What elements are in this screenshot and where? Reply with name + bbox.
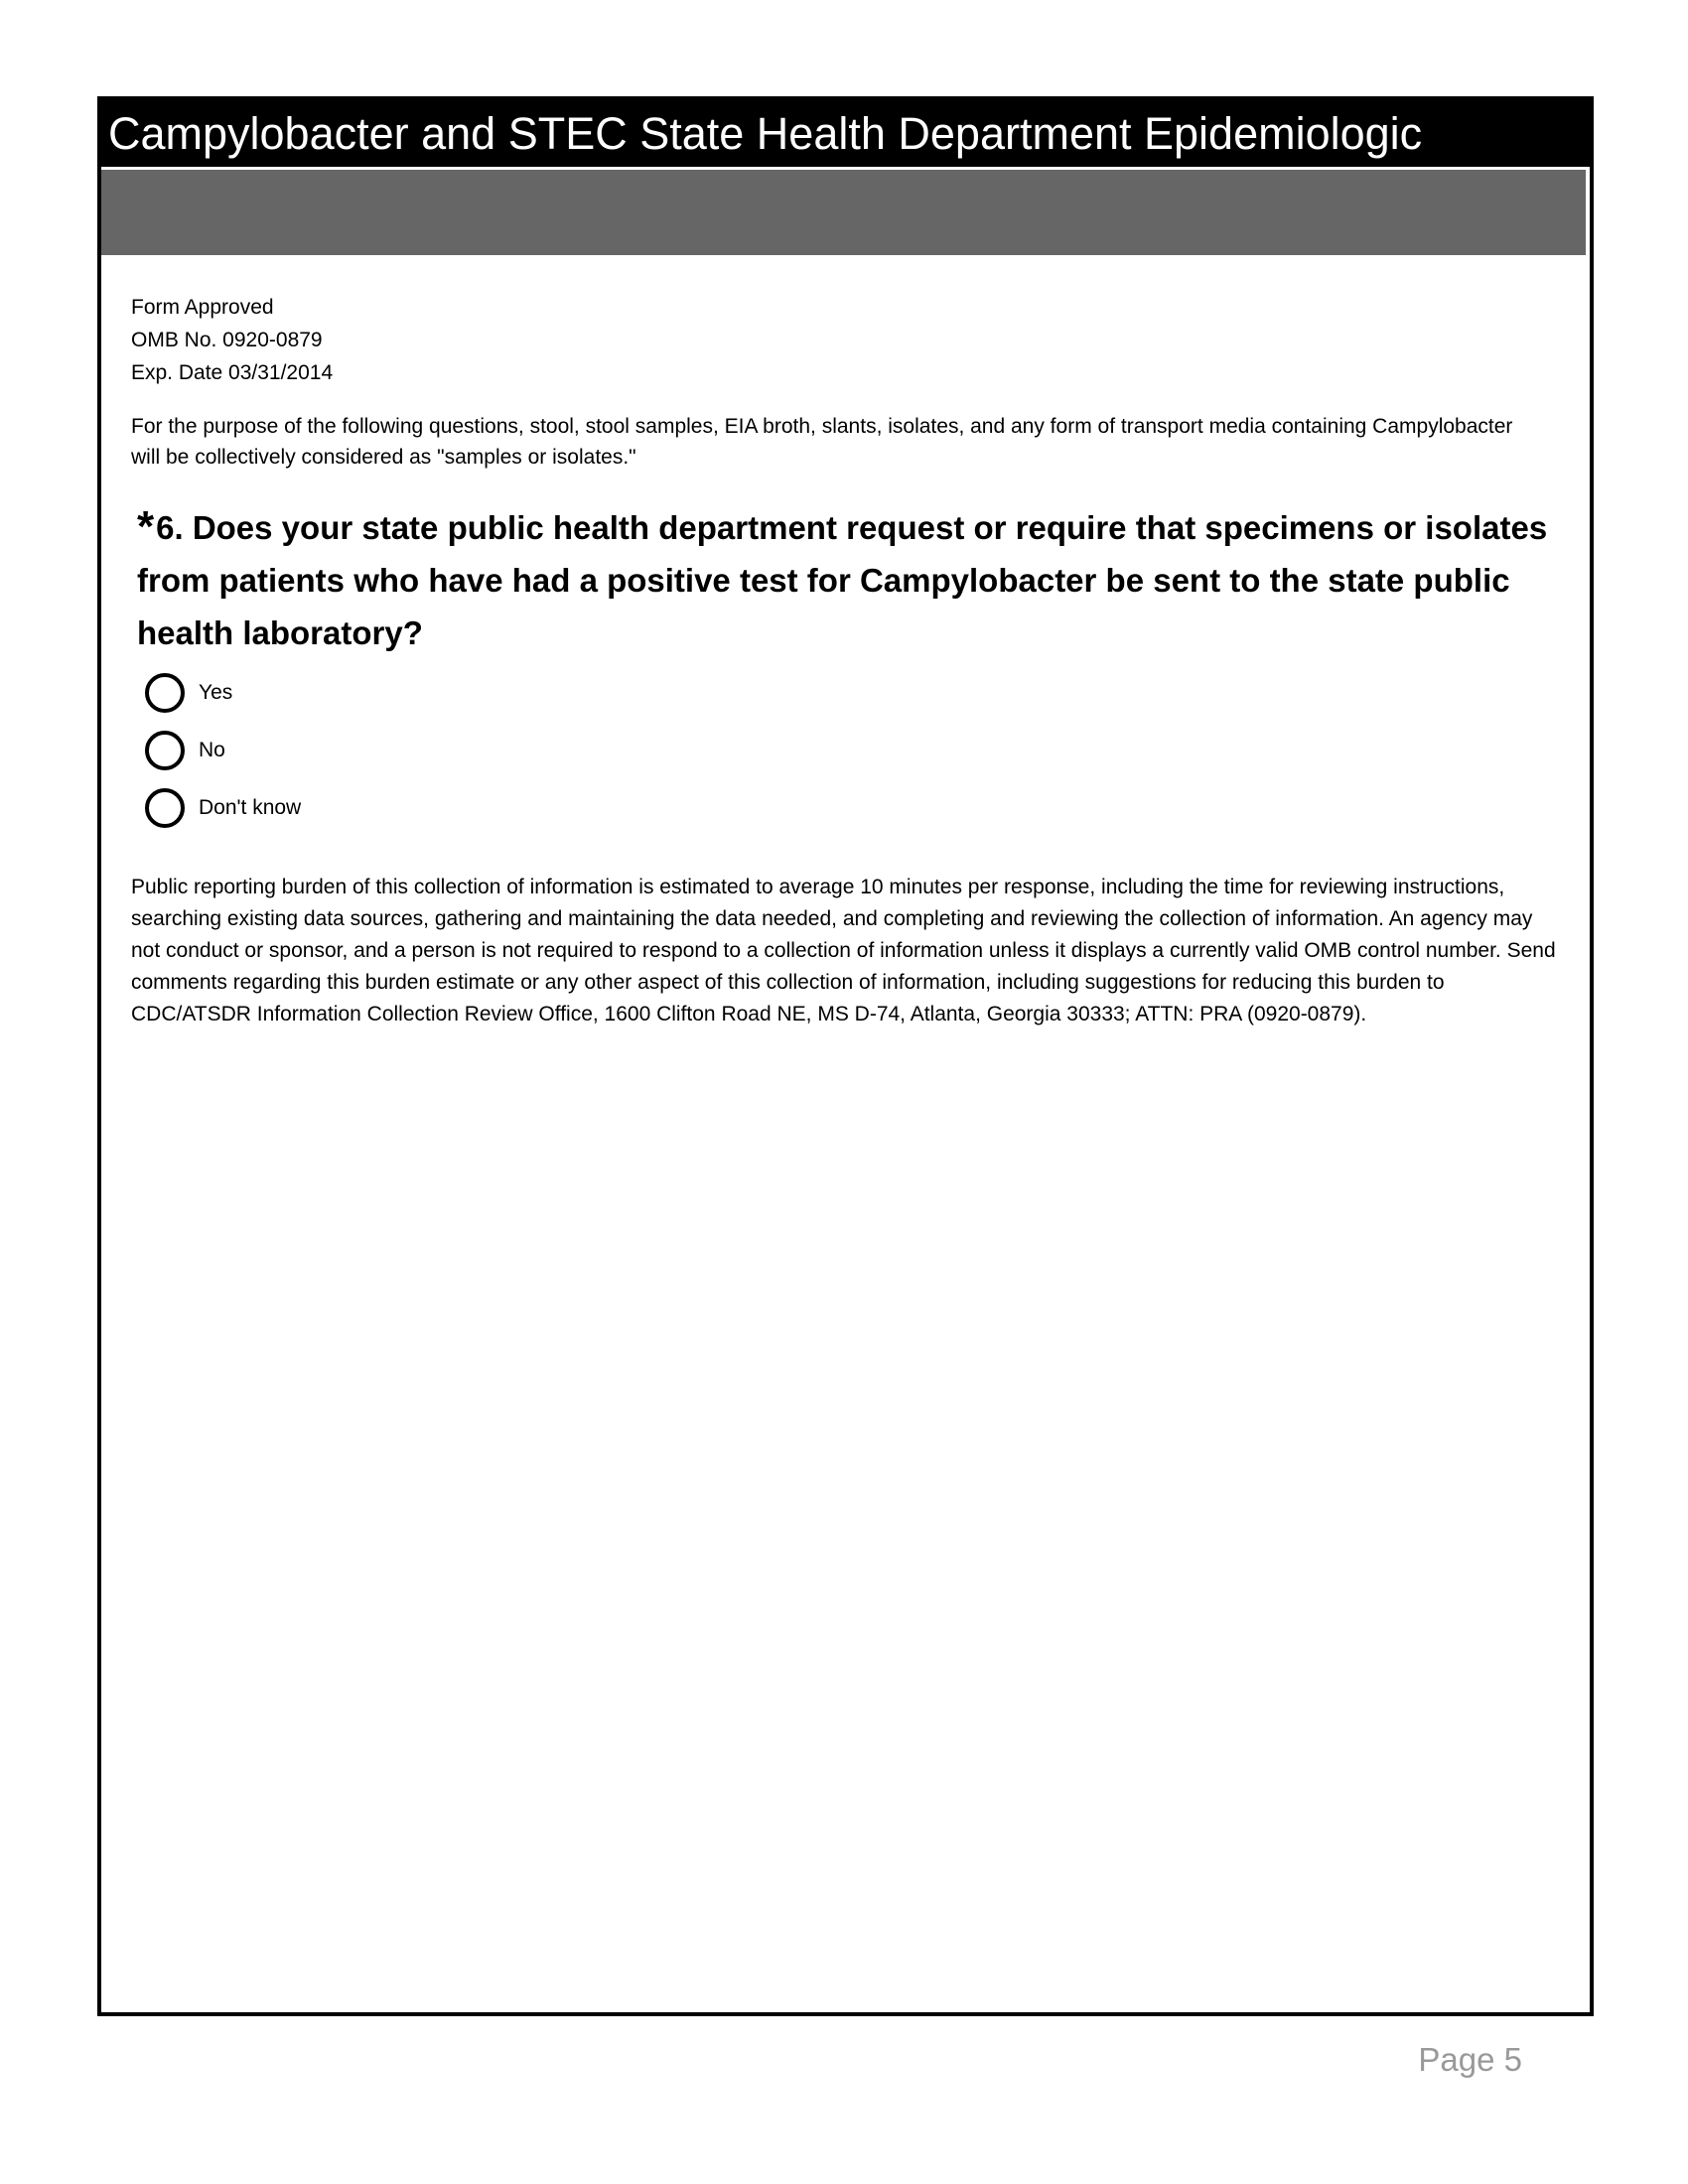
radio-yes-icon[interactable] xyxy=(145,673,185,713)
omb-number-text: OMB No. 0920-0879 xyxy=(131,329,323,351)
survey-title: Campylobacter and STEC State Health Department Epidemiologic xyxy=(108,107,1423,159)
question-6-text: 6. Does your state public health department request or require that specimens or isolates from patients who have had a positive test for Campylobacter be sent to the state public health laboratory? xyxy=(137,509,1548,651)
question-6-options xyxy=(145,669,1560,832)
required-asterisk: * xyxy=(137,502,155,551)
question-6 xyxy=(137,500,1557,659)
option-label-no[interactable]: No xyxy=(199,739,225,761)
survey-title-bar xyxy=(101,100,1590,167)
survey-page xyxy=(97,96,1594,2016)
exp-date-text: Exp. Date 03/31/2014 xyxy=(131,361,334,384)
page-content xyxy=(101,255,1590,1030)
option-row-yes[interactable] xyxy=(145,669,1560,717)
radio-dont-know-icon[interactable] xyxy=(145,788,185,828)
option-row-dont-know[interactable] xyxy=(145,784,1560,832)
intro-paragraph: For the purpose of the following questions, stool, stool samples, EIA broth, slants, isolates, and any form of transport media containing Campylobacter will be collectively considered as "samples or isolates." xyxy=(131,415,1513,469)
page-number: Page 5 xyxy=(1418,2041,1522,2078)
omb-approval-block xyxy=(131,291,1560,389)
option-label-yes[interactable]: Yes xyxy=(199,681,233,704)
burden-statement: Public reporting burden of this collection of information is estimated to average 10 minutes per response, including the time for reviewing instructions, searching existing data sources, gathering and maintaining the data needed, and completing and reviewing the collection of information. An agency may not conduct or sponsor, and a person is not required to respond to a collection of information unless it displays a currently valid OMB control number. Send comments regarding this burden estimate or any other aspect of this collection of information, including suggestions for reducing this burden to CDC/ATSDR Information Collection Review Office, 1600 Clifton Road NE, MS D-74, Atlanta, Georgia 30333; ATTN: PRA (0920-0879). xyxy=(131,876,1556,1025)
form-approved-text: Form Approved xyxy=(131,296,274,319)
option-label-dont-know[interactable]: Don't know xyxy=(199,796,302,819)
option-row-no[interactable] xyxy=(145,727,1560,774)
radio-no-icon[interactable] xyxy=(145,731,185,770)
subheader-bar xyxy=(101,170,1586,255)
